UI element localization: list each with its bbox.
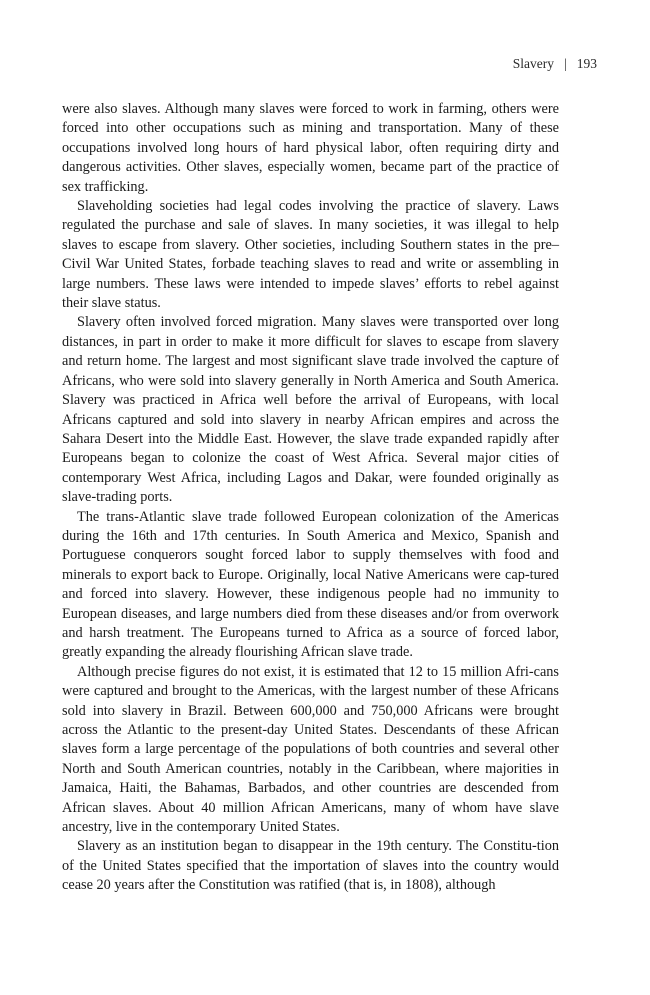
paragraph: Slavery as an institution began to disappear in the 19th century. The Constitu-tion of the United States specified that the importation of slaves into the country would cease 20 years after the Constitution was ratified (that is, in 1808), although [62,838,559,894]
header-separator: | [564,56,567,71]
section-title: Slavery [512,56,555,71]
body-text [62,100,559,896]
paragraph: were also slaves. Although many slaves were forced to work in farming, others were forced into other occupations such as mining and transportation. Many of these occupations involved long hours of hard physical labor, often requiring dirty and dangerous activities. Other slaves, especially women, became part of the practice of sex trafficking. [62,101,559,195]
paragraph: Although precise figures do not exist, it is estimated that 12 to 15 million Afri-cans were captured and brought to the Americas, with the largest number of these Africans sold into slavery in Brazil. Between 600,000 and 750,000 Africans were brought across the Atlantic to the present-day United States. Descendants of these African slaves form a large percentage of the populations of both countries and several other North and South American countries, notably in the Caribbean, where majorities in Jamaica, Haiti, the Bahamas, Barbados, and other countries are descended from African slaves. About 40 million African Americans, many of whom have slave ancestry, live in the contemporary United States. [62,663,559,836]
paragraph: The trans-Atlantic slave trade followed European colonization of the Americas during the 16th and 17th centuries. In South America and Mexico, Spanish and Portuguese conquerors sought forced labor to supply themselves with food and minerals to export back to Europe. Originally, local Native Americans were cap-tured and forced into slavery. However, these indigenous people had no immunity to European diseases, and large numbers died from these diseases and/or from overwork and harsh treatment. The Europeans turned to Africa as a source of forced labor, greatly expanding the already flourishing African slave trade. [62,508,559,661]
paragraph: Slaveholding societies had legal codes involving the practice of slavery. Laws regulated the purchase and sale of slaves. In many societies, it was illegal to help slaves to escape from slavery. Other societies, including Southern states in the pre–Civil War United States, forbade teaching slaves to read and write or assembling in large numbers. These laws were intended to impede slaves’ efforts to rebel against their slave status. [62,198,559,312]
paragraph: Slavery often involved forced migration. Many slaves were transported over long distances, in part in order to make it more difficult for slaves to escape from slavery and return home. The largest and most significant slave trade involved the capture of Africans, who were sold into slavery generally in North America and South America. Slavery was practiced in Africa well before the arrival of Europeans, with local Africans captured and sold into slavery in nearby African empires and across the Sahara Desert into the Middle East. However, the slave trade expanded rapidly after Europeans began to colonize the coast of West Africa. Several major cities of contemporary West Africa, including Lagos and Dakar, were founded originally as slave-trading ports. [62,314,559,506]
page-number: 193 [576,56,597,71]
running-header [513,56,597,72]
